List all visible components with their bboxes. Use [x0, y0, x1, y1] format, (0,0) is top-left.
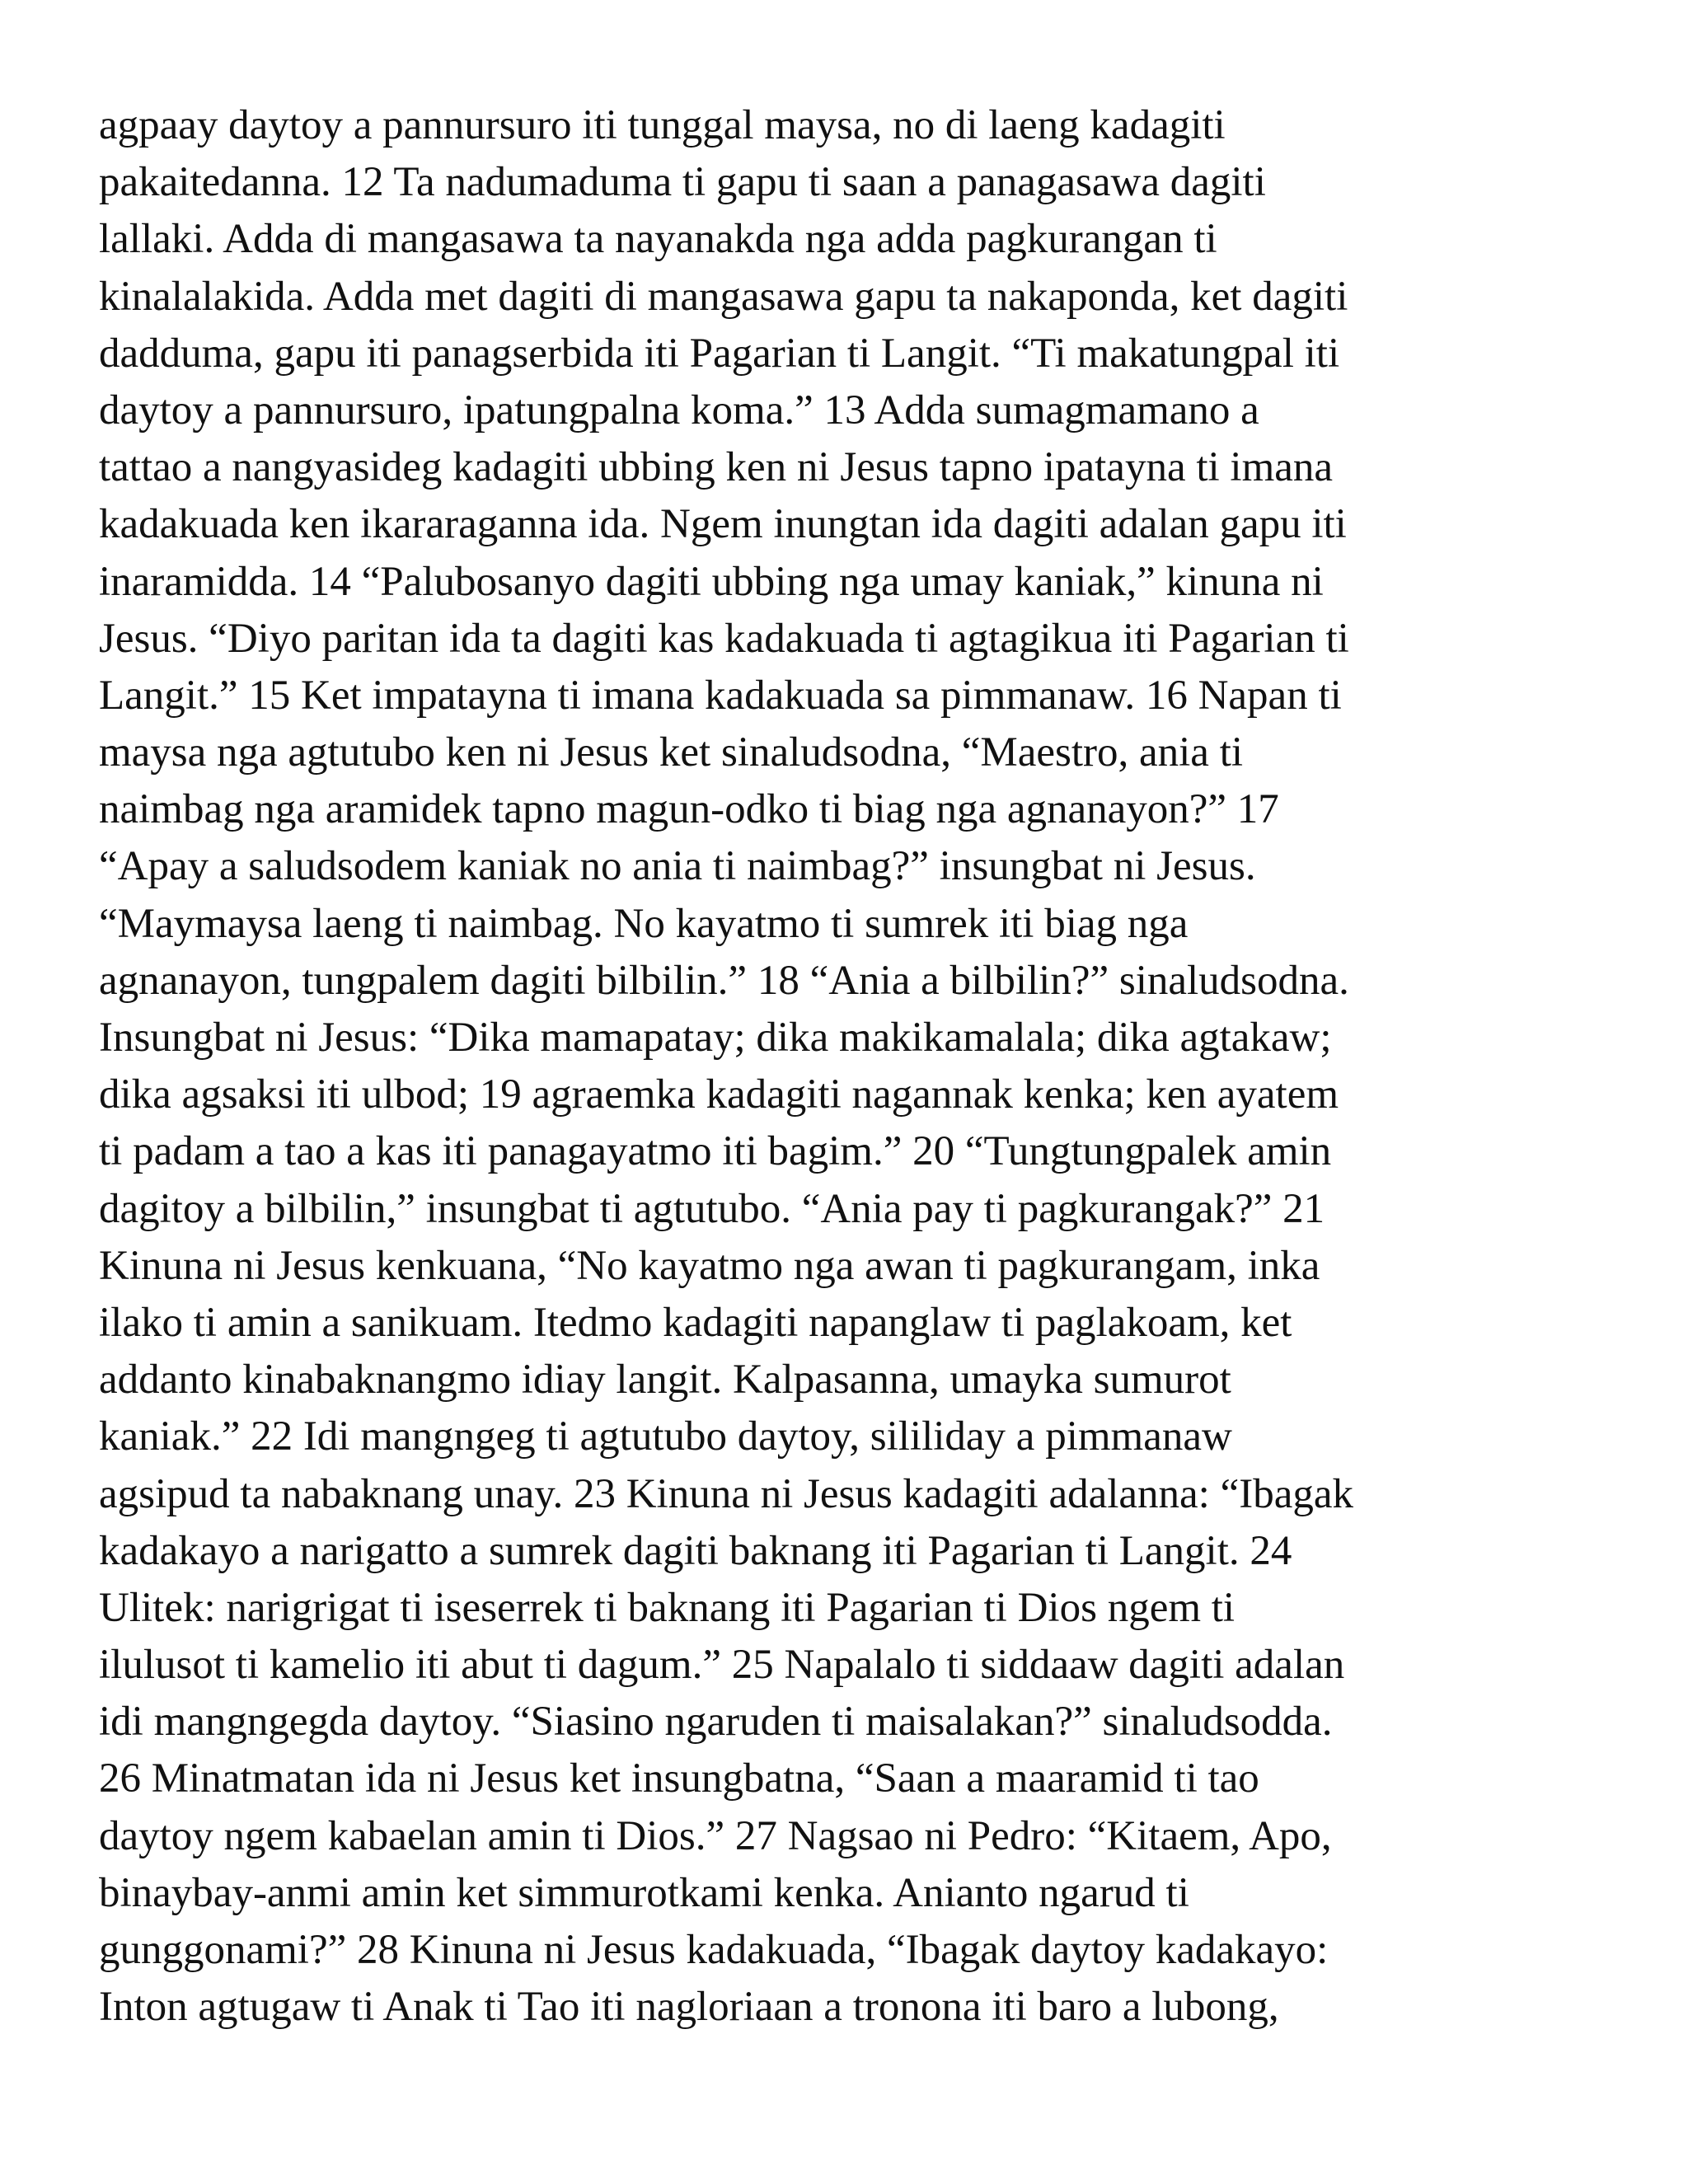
text-line: naimbag nga aramidek tapno magun-odko ti biag nga agnanayon?” 17: [99, 786, 1279, 833]
text-line: Langit.” 15 Ket impatayna ti imana kadakuada sa pimmanaw. 16 Napan ti: [99, 672, 1342, 719]
text-line: agpaay daytoy a pannursuro iti tunggal maysa, no di laeng kadagiti: [99, 102, 1226, 148]
text-line: agnanayon, tungpalem dagiti bilbilin.” 18 “Ania a bilbilin?” sinaludsodna.: [99, 957, 1349, 1004]
text-line: pakaitedanna. 12 Ta nadumaduma ti gapu ti saan a panagasawa dagiti: [99, 159, 1266, 206]
text-line: kaniak.” 22 Idi mangngeg ti agtutubo daytoy, sililiday a pimmanaw: [99, 1413, 1232, 1460]
text-line: “Maymaysa laeng ti naimbag. No kayatmo ti sumrek iti biag nga: [99, 900, 1189, 947]
text-line: inaramidda. 14 “Palubosanyo dagiti ubbing nga umay kaniak,” kinuna ni: [99, 558, 1324, 605]
text-line: Insungbat ni Jesus: “Dika mamapatay; dika makikamalala; dika agtakaw;: [99, 1015, 1332, 1061]
text-line: idi mangngegda daytoy. “Siasino ngaruden ti maisalakan?” sinaludsodda.: [99, 1699, 1333, 1746]
text-line: kinalalakida. Adda met dagiti di mangasawa gapu ta nakaponda, ket dagiti: [99, 273, 1348, 320]
text-line: lallaki. Adda di mangasawa ta nayanakda nga adda pagkurangan ti: [99, 216, 1217, 263]
text-line: Jesus. “Diyo paritan ida ta dagiti kas kadakuada ti agtagikua iti Pagarian ti: [99, 615, 1349, 662]
text-line: 26 Minatmatan ida ni Jesus ket insungbatna, “Saan a maaramid ti tao: [99, 1755, 1259, 1802]
text-line: kadakayo a narigatto a sumrek dagiti baknang iti Pagarian ti Langit. 24: [99, 1527, 1292, 1574]
text-line: kadakuada ken ikararaganna ida. Ngem inungtan ida dagiti adalan gapu iti: [99, 501, 1347, 548]
text-line: maysa nga agtutubo ken ni Jesus ket sinaludsodna, “Maestro, ania ti: [99, 729, 1244, 776]
text-line: ilulusot ti kamelio iti abut ti dagum.” 25 Napalalo ti siddaaw dagiti adalan: [99, 1642, 1345, 1689]
text-line: dagitoy a bilbilin,” insungbat ti agtutubo. “Ania pay ti pagkurangak?” 21: [99, 1185, 1325, 1232]
text-line: Inton agtugaw ti Anak ti Tao iti nagloriaan a tronona iti baro a lubong,: [99, 1984, 1279, 2031]
text-line: daytoy ngem kabaelan amin ti Dios.” 27 Nagsao ni Pedro: “Kitaem, Apo,: [99, 1812, 1332, 1859]
text-line: daytoy a pannursuro, ipatungpalna koma.” 13 Adda sumagmamano a: [99, 387, 1259, 434]
text-line: dika agsaksi iti ulbod; 19 agraemka kadagiti nagannak kenka; ken ayatem: [99, 1071, 1339, 1118]
text-line: addanto kinabaknangmo idiay langit. Kalpasanna, umayka sumurot: [99, 1357, 1231, 1404]
text-line: gunggonami?” 28 Kinuna ni Jesus kadakuada, “Ibagak daytoy kadakayo:: [99, 1927, 1329, 1973]
text-line: “Apay a saludsodem kaniak no ania ti naimbag?” insungbat ni Jesus.: [99, 843, 1256, 890]
text-line: dadduma, gapu iti panagserbida iti Pagarian ti Langit. “Ti makatungpal iti: [99, 330, 1340, 377]
body-text: [99, 97, 1599, 2036]
text-line: Kinuna ni Jesus kenkuana, “No kayatmo nga awan ti pagkurangam, inka: [99, 1242, 1320, 1289]
text-line: Ulitek: narigrigat ti iseserrek ti baknang iti Pagarian ti Dios ngem ti: [99, 1584, 1236, 1631]
text-line: binaybay-anmi amin ket simmurotkami kenka. Anianto ngarud ti: [99, 1869, 1189, 1916]
text-line: tattao a nangyasideg kadagiti ubbing ken ni Jesus tapno ipatayna ti imana: [99, 444, 1334, 491]
text-line: ilako ti amin a sanikuam. Itedmo kadagiti napanglaw ti paglakoam, ket: [99, 1299, 1292, 1346]
text-line: agsipud ta nabaknang unay. 23 Kinuna ni Jesus kadagiti adalanna: “Ibagak: [99, 1470, 1353, 1517]
text-line: ti padam a tao a kas iti panagayatmo iti bagim.” 20 “Tungtungpalek amin: [99, 1128, 1332, 1175]
